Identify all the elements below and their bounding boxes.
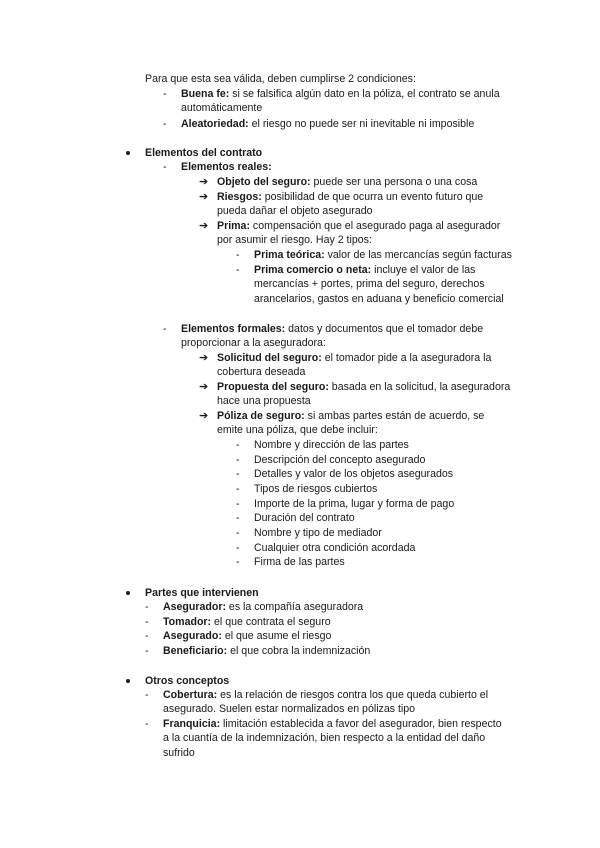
list-item <box>181 117 474 132</box>
dash-bullet: - <box>145 601 149 613</box>
list-item-continuation: a la cuantía de la indemnización, bien respecto a la entidad del daño <box>163 732 486 744</box>
bullet-dot-icon <box>126 591 130 595</box>
dash-bullet: - <box>145 616 149 628</box>
bullet-dot-icon <box>126 151 130 155</box>
dash-bullet: - <box>236 249 240 261</box>
list-item-continuation: cobertura deseada <box>217 366 306 378</box>
list-item: Importe de la prima, lugar y forma de pago <box>254 498 455 510</box>
dash-bullet: - <box>163 118 167 130</box>
list-item: Detalles y valor de los objetos asegurados <box>254 468 454 480</box>
dash-bullet: - <box>236 512 240 524</box>
list-item: Solicitud del seguro: el tomador pide a la aseguradora la <box>217 352 492 364</box>
list-item-continuation: emite una póliza, que debe incluir: <box>217 424 378 436</box>
list-item-continuation: sufrido <box>163 747 195 759</box>
arrow-bullet-icon: ➔ <box>199 176 209 188</box>
dash-bullet: - <box>145 645 149 657</box>
list-item-continuation: por asumir el riesgo. Hay 2 tipos: <box>217 234 372 246</box>
list-item-continuation: automáticamente <box>181 102 263 114</box>
list-item: Nombre y tipo de mediador <box>254 527 382 539</box>
arrow-bullet-icon: ➔ <box>199 191 209 203</box>
list-item-continuation: asegurado. Suelen estar normalizados en pólizas tipo <box>163 703 416 715</box>
desc: el riesgo no puede ser ni inevitable ni imposible <box>248 118 475 130</box>
section-heading: Partes que intervienen <box>145 587 259 599</box>
dash-bullet: - <box>145 718 149 730</box>
dash-bullet: - <box>236 468 240 480</box>
list-item: Beneficiario: el que cobra la indemnización <box>163 645 371 657</box>
list-item: Cualquier otra condición acordada <box>254 542 416 554</box>
dash-bullet: - <box>163 161 167 173</box>
list-item: Tipos de riesgos cubiertos <box>254 483 378 495</box>
desc: si se falsifica algún dato en la póliza, el contrato se anula <box>229 88 500 100</box>
list-item: Propuesta del seguro: basada en la solicitud, la aseguradora <box>217 381 511 393</box>
subsection-heading: Elementos formales: datos y documentos que el tomador debe <box>181 323 484 335</box>
term: Aleatoriedad: <box>181 118 249 130</box>
dash-bullet: - <box>145 630 149 642</box>
list-item: Nombre y dirección de las partes <box>254 439 409 451</box>
arrow-bullet-icon: ➔ <box>199 352 209 364</box>
arrow-bullet-icon: ➔ <box>199 410 209 422</box>
list-item: Prima: compensación que el asegurado paga al asegurador <box>217 220 501 232</box>
dash-bullet: - <box>236 264 240 276</box>
subsection-heading: Elementos reales: <box>181 161 272 173</box>
list-item: Asegurado: el que asume el riesgo <box>163 630 332 642</box>
dash-bullet: - <box>236 556 240 568</box>
dash-bullet: - <box>236 439 240 451</box>
list-item-continuation: arancelarios, gastos en aduana y beneficio comercial <box>254 293 504 305</box>
dash-bullet: - <box>163 323 167 335</box>
list-item: Prima teórica: valor de las mercancías según facturas <box>254 249 512 261</box>
term: Buena fe: <box>181 88 230 100</box>
list-item-continuation: mercancías + portes, prima del seguro, derechos <box>254 278 485 290</box>
arrow-bullet-icon: ➔ <box>199 220 209 232</box>
list-item-continuation: pueda dañar el objeto asegurado <box>217 205 373 217</box>
list-item <box>181 87 500 102</box>
list-item: Franquicia: limitación establecida a favor del asegurador, bien respecto <box>163 718 502 730</box>
dash-bullet: - <box>236 542 240 554</box>
list-item: Póliza de seguro: si ambas partes están de acuerdo, se <box>217 410 485 422</box>
intro-text: Para que esta sea válida, deben cumplirse 2 condiciones: <box>145 73 416 85</box>
list-item: Duración del contrato <box>254 512 355 524</box>
list-item-continuation: hace una propuesta <box>217 395 311 407</box>
dash-bullet: - <box>236 454 240 466</box>
list-item: Descripción del concepto asegurado <box>254 454 426 466</box>
list-item: Objeto del seguro: puede ser una persona o una cosa <box>217 176 478 188</box>
list-item: Cobertura: es la relación de riesgos contra los que queda cubierto el <box>163 689 489 701</box>
list-item: Tomador: el que contrata el seguro <box>163 616 331 628</box>
dash-bullet: - <box>145 689 149 701</box>
dash-bullet: - <box>236 483 240 495</box>
dash-bullet: - <box>236 527 240 539</box>
list-item: Riesgos: posibilidad de que ocurra un evento futuro que <box>217 191 484 203</box>
dash-bullet: - <box>236 498 240 510</box>
list-item: Firma de las partes <box>254 556 345 568</box>
bullet-dot-icon <box>126 679 130 683</box>
list-item: Prima comercio o neta: incluye el valor de las <box>254 264 476 276</box>
section-heading: Elementos del contrato <box>145 147 263 159</box>
section-heading: Otros conceptos <box>145 675 230 687</box>
dash-bullet: - <box>163 88 167 100</box>
list-item: Asegurador: es la compañía aseguradora <box>163 601 364 613</box>
list-item-continuation: proporcionar a la aseguradora: <box>181 337 326 349</box>
arrow-bullet-icon: ➔ <box>199 381 209 393</box>
